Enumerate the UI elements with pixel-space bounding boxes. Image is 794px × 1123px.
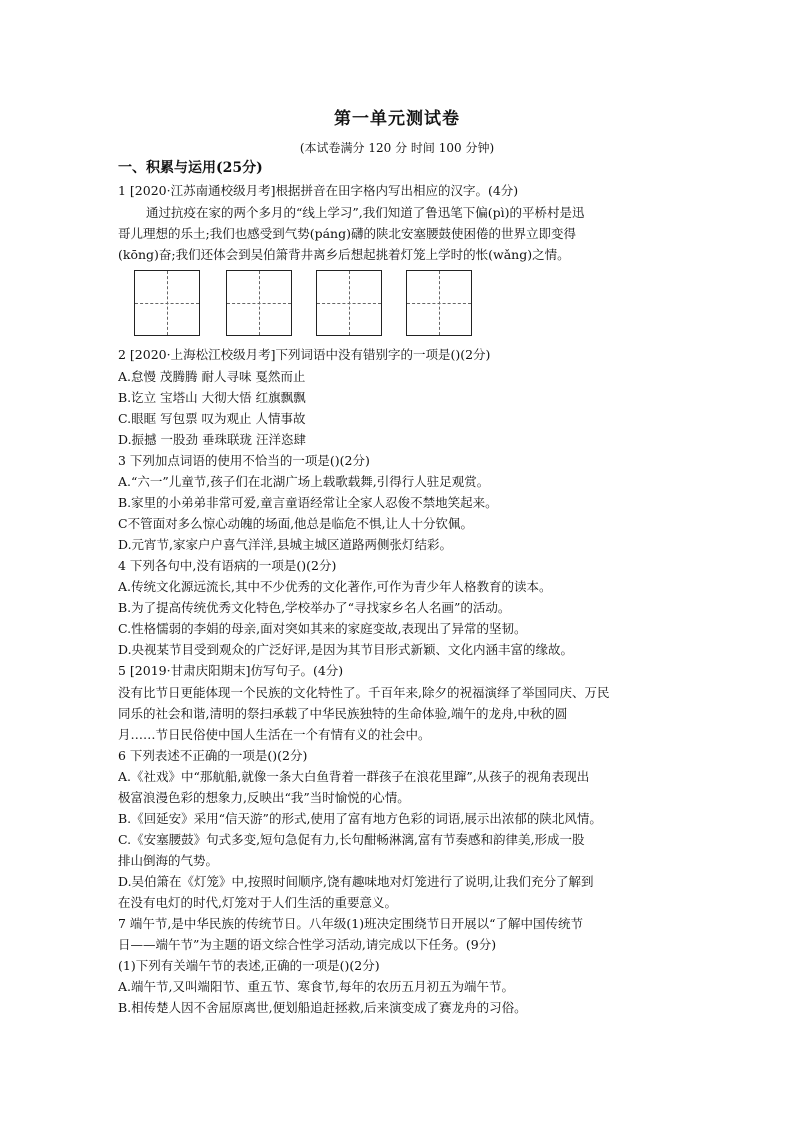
q1-stem: 1 [2020·江苏南通校级月考]根据拼音在田字格内写出相应的汉字。(4分) [118, 183, 519, 198]
tianzige-cell[interactable] [226, 270, 292, 336]
q7-stem-cont: 日——端午节”为主题的语文综合性学习活动,请完成以下任务。(9分) [118, 937, 497, 952]
q2-option-a: A.怠慢 茂腾腾 耐人寻味 戛然而止 [118, 369, 306, 384]
section-heading: 一、积累与运用(25分) [118, 160, 263, 176]
q6-stem: 6 下列表述不正确的一项是()(2分) [118, 748, 308, 763]
q7-subquestion: (1)下列有关端午节的表述,正确的一项是()(2分) [118, 958, 380, 973]
q5-passage-line: 没有比节日更能体现一个民族的文化特性了。千百年来,除夕的祝福演绎了举国同庆、万民 [118, 685, 610, 700]
q7-option-a: A.端午节,又叫端阳节、重五节、寒食节,每年的农历五月初五为端午节。 [118, 979, 514, 994]
q4-stem: 4 下列各句中,没有语病的一项是()(2分) [118, 558, 337, 573]
q4-option-d: D.央视某节目受到观众的广泛好评,是因为其节目形式新颖、文化内涵丰富的缘故。 [118, 642, 574, 657]
q5-stem: 5 [2019·甘肃庆阳期末]仿写句子。(4分) [118, 663, 344, 678]
q6-option-a-cont: 极富浪漫色彩的想象力,反映出“我”当时愉悦的心情。 [118, 790, 410, 805]
q1-passage-line: 通过抗疫在家的两个多月的“线上学习”,我们知道了鲁迅笔下偏(pì)的平桥村是迅 [146, 205, 585, 220]
q3-option-b: B.家里的小弟弟非常可爱,童言童语经常让全家人忍俊不禁地笑起来。 [118, 495, 498, 510]
q5-passage-line: 月……节日民俗使中国人生活在一个有情有义的社会中。 [118, 727, 431, 742]
q3-option-d: D.元宵节,家家户户喜气洋洋,县城主城区道路两侧张灯结彩。 [118, 537, 452, 552]
q4-option-a: A.传统文化源远流长,其中不少优秀的文化著作,可作为青少年人格教育的读本。 [118, 579, 552, 594]
q2-stem: 2 [2020·上海松江校级月考]下列词语中没有错别字的一项是()(2分) [118, 347, 491, 362]
q7-option-b: B.相传楚人因不舍屈原离世,便划船追赶拯救,后来演变成了赛龙舟的习俗。 [118, 1000, 527, 1015]
q6-option-c: C.《安塞腰鼓》句式多变,短句急促有力,长句酣畅淋漓,富有节奏感和韵律美,形成一股 [118, 832, 585, 847]
q1-passage-line: (kōng)奋;我们还体会到吴伯箫背井离乡后想起挑着灯笼上学时的怅(wǎng)之情。 [118, 247, 570, 262]
q2-option-c: C.眼眶 写包票 叹为观止 人情事故 [118, 411, 306, 426]
q3-option-c: C不管面对多么惊心动魄的场面,他总是临危不惧,让人十分钦佩。 [118, 516, 474, 531]
tianzige-cell[interactable] [134, 270, 200, 336]
tianzige-cell[interactable] [316, 270, 382, 336]
q2-option-d: D.振撼 一股劲 垂珠联珑 汪洋恣肆 [118, 432, 306, 447]
q1-passage-line: 哥儿理想的乐土;我们也感受到气势(páng)礴的陕北安塞腰鼓使困倦的世界立即变得 [118, 226, 576, 241]
q6-option-c-cont: 排山倒海的气势。 [118, 853, 219, 868]
q3-option-a: A.“六一”儿童节,孩子们在北湖广场上载歌载舞,引得行人驻足观赏。 [118, 474, 490, 489]
q6-option-b: B.《回延安》采用“信天游”的形式,使用了富有地方色彩的词语,展示出浓郁的陕北风情。 [118, 811, 602, 826]
q6-option-d-cont: 在没有电灯的时代,灯笼对于人们生活的重要意义。 [118, 895, 397, 910]
q4-option-b: B.为了提高传统优秀文化特色,学校举办了“寻找家乡名人名画”的活动。 [118, 600, 511, 615]
page-title: 第一单元测试卷 [334, 109, 460, 129]
q6-option-d: D.吴伯箫在《灯笼》中,按照时间顺序,饶有趣味地对灯笼进行了说明,让我们充分了解到 [118, 874, 594, 889]
q2-option-b: B.讫立 宝塔山 大彻大悟 红旗飘飘 [118, 390, 306, 405]
exam-info: (本试卷满分 120 分 时间 100 分钟) [299, 141, 495, 155]
q3-stem: 3 下列加点词语的使用不恰当的一项是()(2分) [118, 453, 370, 468]
tianzige-cell[interactable] [406, 270, 472, 336]
q6-option-a: A.《社戏》中“那航船,就像一条大白鱼背着一群孩子在浪花里蹿”,从孩子的视角表现出 [118, 769, 590, 784]
q4-option-c: C.性格懦弱的李娟的母亲,面对突如其来的家庭变故,表现出了异常的坚韧。 [118, 621, 527, 636]
tianzige-grid [134, 270, 494, 338]
q7-stem: 7 端午节,是中华民族的传统节日。八年级(1)班决定围绕节日开展以“了解中国传统节 [118, 916, 583, 931]
q5-passage-line: 同乐的社会和谐,清明的祭扫承载了中华民族独特的生命体验,端午的龙舟,中秋的圆 [118, 706, 568, 721]
